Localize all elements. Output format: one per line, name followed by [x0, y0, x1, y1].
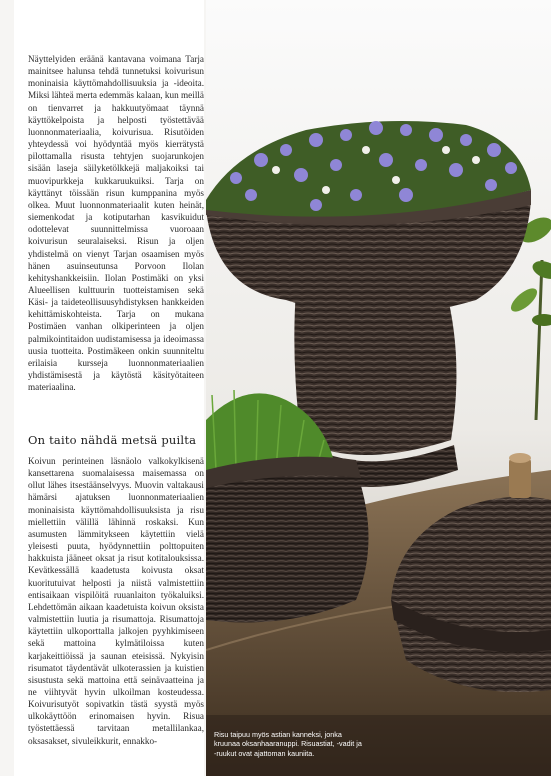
article-photo — [206, 0, 551, 776]
section-heading: On taito nähdä metsä puilta — [28, 433, 197, 447]
article-paragraph-2: Koivun perinteinen läsnäolo valkokylkisenä kansettarena suomalaisessa maisemassa on ollut lähes itsestäänselvyys. Muovin valtakausi hämärsi ajatuksen luonnonmateriaalien moninaisista käyttömahdollisuuksista ja risu miellettiin välillä lähinnä roskaksi. Kun asumusten lämmitykseen käytettiin vielä yleisesti puuta, hyödynnettiin polttopuiten hakkuista jääneet oksat ja risut kotitalouksissa. Kevätkessällä kaadetusta koivusta oksat kuoritutuivat helposti ja niistä valmistettiin entisaikaan vispilöitä ruuanlaiton työkaluiksi. Lehdettömän aikaan kaadetuista koivun oksista valmistettiin luutia ja risumattoja. Risumattoja käytettiin ulkoporttalla jalkojen pyyhkimiseen sekä mattoina kylmätiloissa kuten karjakeittiöissä ja saunan eteisissä. Nykyisin risumatot täydentävät ulkoterassien ja kuistien sisustusta sekä mattoina että seinävaatteina ja ne viihtyvät hyvin ulkoilman kosteudessa. Koivurisutyöt sopivatkin tästä syystä myös ulkokäyttöön erinomaisen hyvin. Risua työstettäessä tarvitaan metallilankaa, oksasakset, sivuleikkurit, ennakko- — [28, 456, 204, 746]
article-paragraph-1: Näyttelyiden eräänä kantavana voimana Tarja mainitsee halunsa tehdä tunnetuksi koivurisun moninaisia käyttömahdollisuuksia ja -ideoita. Miksi lähteä merta edemmäs kalaan, kun meillä on tienvarret ja hakkuutyömaat täynnä käyttökelpoista ja helposti työstettävää luonnonmateriaalia, koivurisua. Risutöiden yhteydessä voi hyödyntää myös kierrätystä pilottamalla risusta tehtyjen suojarunkojen sisään laseja säilyketölkkejä maljakoiksi tai muovipurkkeja kukkaruukuiksi. Tarja on käyttänyt töissään risun kumppanina myös olkea. Muut luonnonmateriaalit kuten heinät, siemenkodat ja kotiputarhan kasvikuidut odottelevat suunnittelmissa vuoroaan koivurisun seuralaiseksi. Risun ja oljen yhdistelmä on vienyt Tarjan osaamisen myös hänen asuinseutunsa Porvoon Ilolan kehityshankkeisiin. Ilolan Postimäki on yksi Alueellisen kulttuurin tuotteistamisen sekä Käsi- ja taideteollisuusyhdistyksen hankkeiden kehittämiskohteista. Tarja on mukana Postimäen vanhan olkiperinteen ja oljen palmikointitaidon uudistamisessa ja ideoimassa uusia tuotteita. Postimäkeen onkin suunniteltu erilaisia kursseja luonnonmateriaalien yhdistämisestä ja käytöstä käsityötaiteen materiaalina. — [28, 54, 204, 393]
photo-caption: Risu taipuu myös astian kanneksi, jonka kruunaa oksanhaaranuppi. Risuastiat, -vadit ja -ruukut ovat ajattoman kauniita. — [214, 730, 362, 758]
text-column — [14, 0, 204, 776]
